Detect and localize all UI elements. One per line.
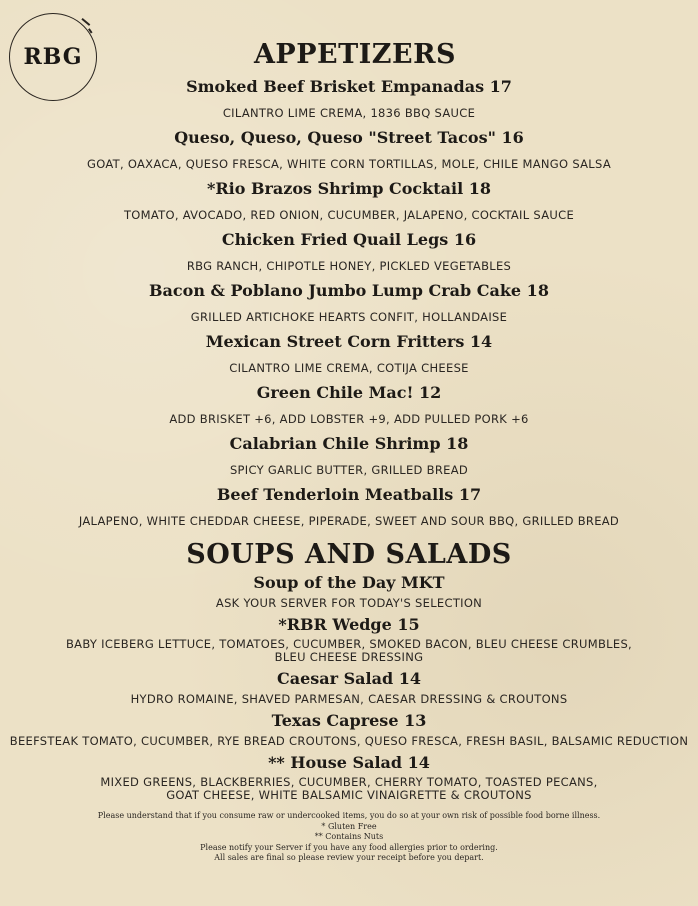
menu-item-description: HYDRO ROMAINE, SHAVED PARMESAN, CAESAR DRESSING & CROUTONS	[130, 692, 568, 706]
menu-item-name: Smoked Beef Brisket Empanadas 17	[186, 77, 512, 96]
menu-item-name: Bacon & Poblano Jumbo Lump Crab Cake 18	[149, 281, 549, 300]
menu-item-name: Caesar Salad 14	[276, 669, 422, 688]
logo-text: RBG	[23, 44, 83, 70]
menu-item-name: Queso, Queso, Queso "Street Tacos" 16	[174, 128, 524, 147]
menu-disclaimer	[98, 811, 600, 864]
menu-item-description: BEEFSTEAK TOMATO, CUCUMBER, RYE BREAD CROUTONS, QUESO FRESCA, FRESH BASIL, BALSAMIC REDUCTION	[9, 734, 689, 748]
menu-item-name: Texas Caprese 13	[271, 711, 427, 730]
menu-item-description: TOMATO, AVOCADO, RED ONION, CUCUMBER, JALAPENO, COCKTAIL SAUCE	[123, 208, 575, 222]
menu-item-description: CILANTRO LIME CREMA, COTIJA CHEESE	[229, 361, 469, 375]
soups-salads-list	[10, 572, 688, 802]
menu-item-name: Chicken Fried Quail Legs 16	[221, 230, 477, 249]
menu-item-description: GOAT, OAXACA, QUESO FRESCA, WHITE CORN TORTILLAS, MOLE, CHILE MANGO SALSA	[87, 157, 611, 171]
appetizers-heading: APPETIZERS	[253, 39, 457, 70]
menu-item-description: RBG RANCH, CHIPOTLE HONEY, PICKLED VEGETABLES	[186, 259, 512, 273]
menu-item-name: Mexican Street Corn Fritters 14	[205, 332, 493, 351]
menu-item-description: GRILLED ARTICHOKE HEARTS CONFIT, HOLLANDAISE	[190, 310, 508, 324]
menu-item-name: *Rio Brazos Shrimp Cocktail 18	[206, 179, 491, 198]
soups-salads-heading: SOUPS AND SALADS	[186, 539, 512, 570]
menu-item-description: MIXED GREENS, BLACKBERRIES, CUCUMBER, CHERRY TOMATO, TOASTED PECANS, GOAT CHEESE, WHITE BALSAMIC VINAIGRETTE & CROUTONS	[100, 775, 598, 802]
contains-nuts-legend: ** Contains Nuts	[314, 832, 384, 841]
menu-item-description: JALAPENO, WHITE CHEDDAR CHEESE, PIPERADE, SWEET AND SOUR BBQ, GRILLED BREAD	[78, 514, 620, 528]
menu-item-description: ASK YOUR SERVER FOR TODAY'S SELECTION	[215, 596, 483, 610]
raw-food-warning: Please understand that if you consume raw or undercooked items, you do so at your own risk of possible food borne illness.	[97, 811, 601, 820]
menu-item-name: Beef Tenderloin Meatballs 17	[216, 485, 482, 504]
gluten-free-legend: * Gluten Free	[321, 821, 377, 831]
menu-item-description: BABY ICEBERG LETTUCE, TOMATOES, CUCUMBER, SMOKED BACON, BLEU CHEESE CRUMBLES, BLEU CHEESE DRESSING	[65, 637, 633, 664]
menu-item-name: Calabrian Chile Shrimp 18	[229, 434, 469, 453]
menu-item-name: *RBR Wedge 15	[278, 615, 420, 634]
sales-final-notice: All sales are final so please review your receipt before you depart.	[214, 853, 484, 862]
appetizers-list	[79, 72, 619, 528]
menu-item-description: SPICY GARLIC BUTTER, GRILLED BREAD	[229, 463, 469, 477]
menu-item-name: ** House Salad 14	[268, 753, 430, 772]
menu-item-description: CILANTRO LIME CREMA, 1836 BBQ SAUCE	[222, 106, 476, 120]
menu-item-name: Green Chile Mac! 12	[256, 383, 442, 402]
allergy-notice: Please notify your Server if you have any food allergies prior to ordering.	[200, 842, 498, 852]
menu-item-name: Soup of the Day MKT	[253, 573, 445, 592]
menu-content	[0, 38, 698, 864]
menu-item-description: ADD BRISKET +6, ADD LOBSTER +9, ADD PULLED PORK +6	[169, 412, 529, 426]
